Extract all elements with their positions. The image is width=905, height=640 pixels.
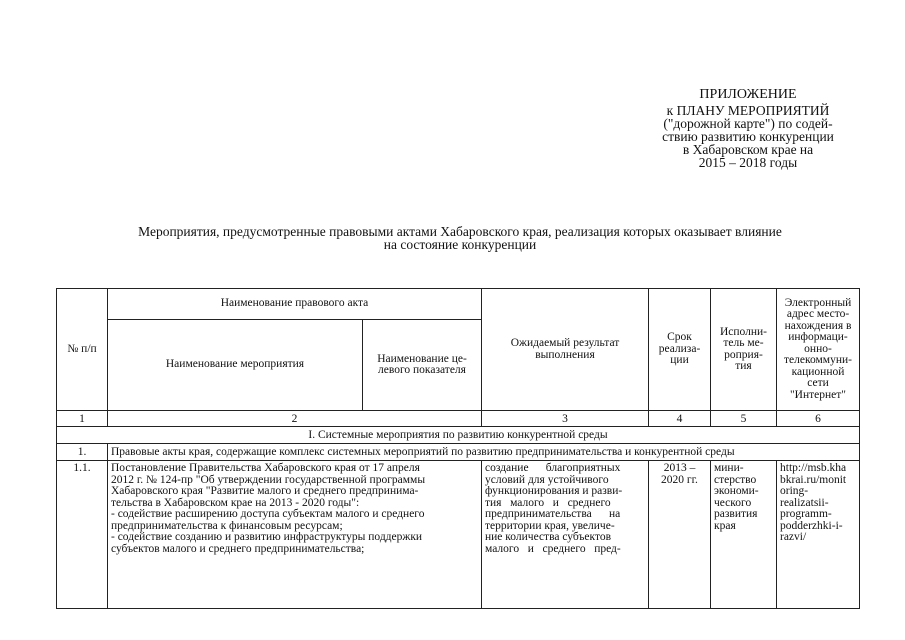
header-measure: Наименование мероприятия — [108, 320, 363, 411]
annex-line: к ПЛАНУ МЕРОПРИЯТИЙ — [666, 103, 830, 118]
header-executor: Исполни- тель ме- роприя- тия — [711, 289, 777, 411]
header-num: № п/п — [57, 289, 108, 411]
annex-line: в Хабаровском крае на — [682, 142, 814, 157]
document-title — [95, 225, 825, 251]
section-heading: I. Системные мероприятия по развитию конкурентной среды — [57, 427, 860, 444]
row-num: 1.1. — [57, 461, 108, 609]
row-term: 2013 – 2020 гг. — [649, 461, 711, 609]
column-number: 1 — [57, 411, 108, 427]
row-address[interactable]: http://msb.kha bkrai.ru/monit oring- realizatsii- programm- podderzhki-i- razvi/ — [777, 461, 860, 609]
header-target: Наименование це-левого показателя — [363, 320, 482, 411]
row-executor: мини- стерство экономи- ческого развития края — [711, 461, 777, 609]
subsection-text: Правовые акты края, содержащие комплекс системных мероприятий по развитию предпринимательства и конкурентной среды — [108, 444, 860, 461]
title-line-2: на состояние конкуренции — [383, 237, 537, 252]
annex-heading: ПРИЛОЖЕНИЕ — [699, 87, 797, 102]
header-result: Ожидаемый результат выполнения — [482, 289, 649, 411]
column-number: 3 — [482, 411, 649, 427]
column-number: 2 — [108, 411, 482, 427]
annex-line: ствию развитию конкуренции — [662, 129, 834, 144]
title-line-1: Мероприятия, предусмотренные правовыми актами Хабаровского края, реализация которых оказывает влияние — [138, 224, 782, 239]
annex-line: ("дорожной карте") по содей- — [663, 116, 833, 131]
row-measure: Постановление Правительства Хабаровского края от 17 апреля 2012 г. № 124-пр "Об утверждении государственной программы Хабаровского края "Развитие малого и среднего предпринима- тельства в Хабаровском крае на 2013 - 2020 годы": - содействие расширению доступа субъектам малого и среднего предпринимательства к финансовым ресурсам; - содействие созданию и развитию инфраструктуры поддержки субъектов малого и среднего предпринимательства; — [108, 461, 482, 609]
measures-table — [56, 288, 860, 609]
subsection-num: 1. — [57, 444, 108, 461]
header-term: Срок реализа- ции — [649, 289, 711, 411]
annex-block — [648, 88, 848, 169]
column-number: 4 — [649, 411, 711, 427]
annex-line: 2015 – 2018 годы — [698, 155, 798, 170]
row-result: создание благоприятных условий для устойчивого функционирования и разви- тия малого и среднего предпринимательства на территории края, увеличе- ние количества субъектов малого и среднего пред- — [482, 461, 649, 609]
header-address: Электронный адрес место- нахождения в информаци- онно- телекоммуни- кационной сети "Интернет" — [777, 289, 860, 411]
column-number: 5 — [711, 411, 777, 427]
column-number: 6 — [777, 411, 860, 427]
header-legal-act: Наименование правового акта — [108, 289, 482, 320]
